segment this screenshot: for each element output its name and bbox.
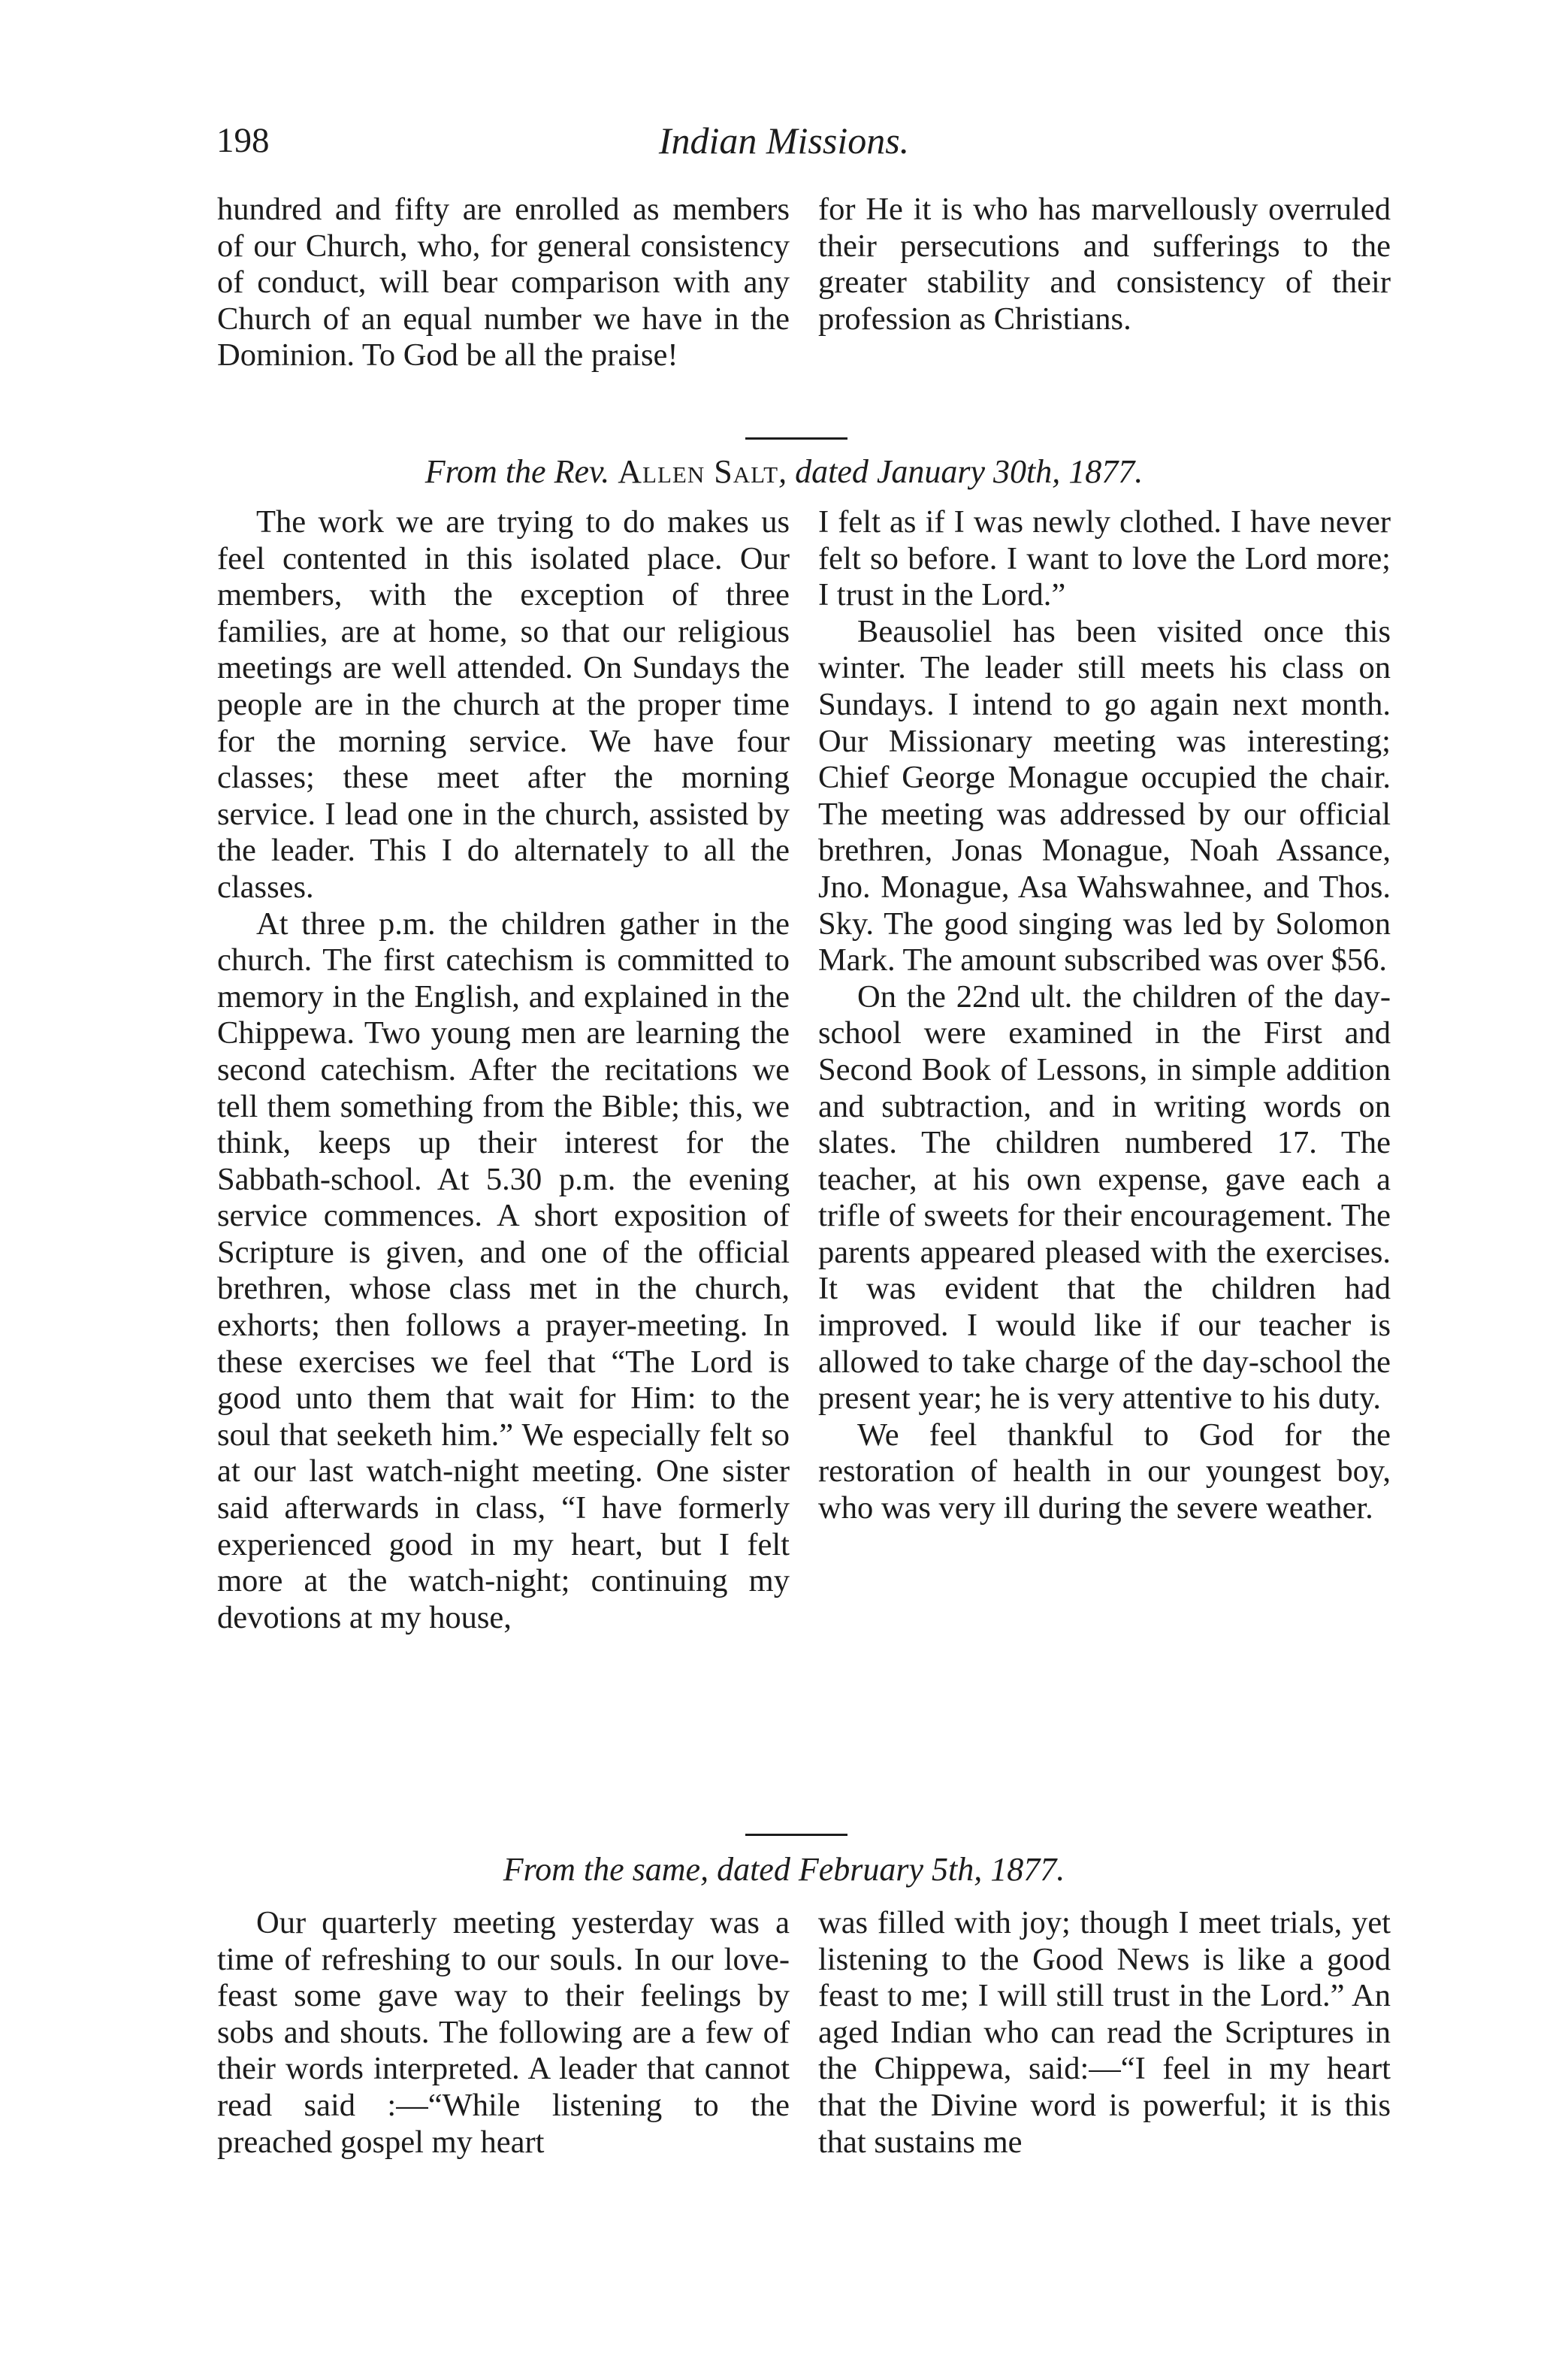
paragraph: hundred and fifty are enrolled as members of our Church, who, for general consistency of conduct, will bear comparison with any Church of an equal number we have in the Dominion. To God be all the praise! (217, 192, 790, 374)
section1-right-column (818, 192, 1391, 337)
paragraph: On the 22nd ult. the children of the day-school were examined in the First and Second Book of Lessons, in simple addition and subtraction, and in writing words on slates. The children numbered 17. The teacher, at his own expense, gave each a trifle of sweets for their encouragement. The parents appeared pleased with the exercises. It was evident that the children had improved. I would like if our teacher is allowed to take charge of the day-school the present year; he is very attentive to his duty. (818, 978, 1391, 1417)
paragraph: The work we are trying to do makes us feel contented in this isolated place. Our members, with the exception of three families, are at home, so that our religious meetings are well attended. On Sundays the people are in the church at the proper time for the morning service. We have four classes; these meet after the morning service. I lead one in the church, assisted by the leader. This I do alternately to all the classes. (217, 504, 790, 905)
section-divider (745, 437, 847, 440)
paragraph: At three p.m. the children gather in the church. The first catechism is committed to memory in the English, and explained in the Chippewa. Two young men are learning the second catechism. After the recitations we tell them something from the Bible; this, we think, keeps up their interest for the Sabbath-school. At 5.30 p.m. the evening service commences. A short exposition of Scripture is given, and one of the official brethren, whose class met in the church, exhorts; then follows a prayer-meeting. In these exercises we feel that “The Lord is good unto them that wait for Him: to the soul that seeketh him.” We especially felt so at our last watch-night meeting. One sister said afterwards in class, “I have formerly experienced good in my heart, but I felt more at the watch-night; continuing my devotions at my house, (217, 906, 790, 1635)
letter-dateline-same: From the same, dated February 5th, 1877. (503, 1851, 1065, 1888)
section3-right-column (818, 1905, 1391, 2161)
paragraph: I felt as if I was newly clothed. I have never felt so before. I want to love the Lord more; I trust in the Lord.” (818, 504, 1391, 613)
dateline-author: Allen Salt (618, 453, 779, 490)
letter-dateline-salt (0, 451, 1568, 493)
section3-left-column (217, 1905, 790, 2161)
section2-right-column (818, 504, 1391, 1527)
paragraph: Beausoliel has been visited once this winter. The leader still meets his class on Sundays. I intend to go again next month. Our Missionary meeting was interesting; Chief George Monague occupied the chair. The meeting was addressed by our official brethren, Jonas Monague, Noah Assance, Jno. Monague, Asa Wahswahnee, and Thos. Sky. The good singing was led by Solomon Mark. The amount subscribed was over $56. (818, 613, 1391, 978)
section1-left-column (217, 192, 790, 374)
paragraph: was filled with joy; though I meet trials, yet listening to the Good News is like a good feast to me; I will still trust in the Lord.” An aged Indian who can read the Scriptures in the Chippewa, said:—“I feel in my heart that the Divine word is powerful; it is this that sustains me (818, 1905, 1391, 2160)
paragraph: We feel thankful to God for the restoration of health in our youngest boy, who was very ill during the severe weather. (818, 1417, 1391, 1526)
running-title: Indian Missions. (658, 119, 910, 162)
dateline-prefix: From the Rev. (424, 453, 618, 490)
page-header (0, 114, 1568, 167)
dateline-date: , dated January 30th, 1877. (778, 453, 1144, 490)
section-divider (745, 1834, 847, 1836)
section2-left-column (217, 504, 790, 1636)
paragraph: Our quarterly meeting yesterday was a time of refreshing to our souls. In our love-feast some gave way to their feelings by sobs and shouts. The following are a few of their words interpreted. A leader that cannot read said :—“While listening to the preached gospel my heart (217, 1905, 790, 2160)
paragraph: for He it is who has marvellously overruled their persecutions and sufferings to the greater stability and consistency of their profession as Christians. (818, 192, 1391, 337)
page-number: 198 (216, 121, 270, 160)
